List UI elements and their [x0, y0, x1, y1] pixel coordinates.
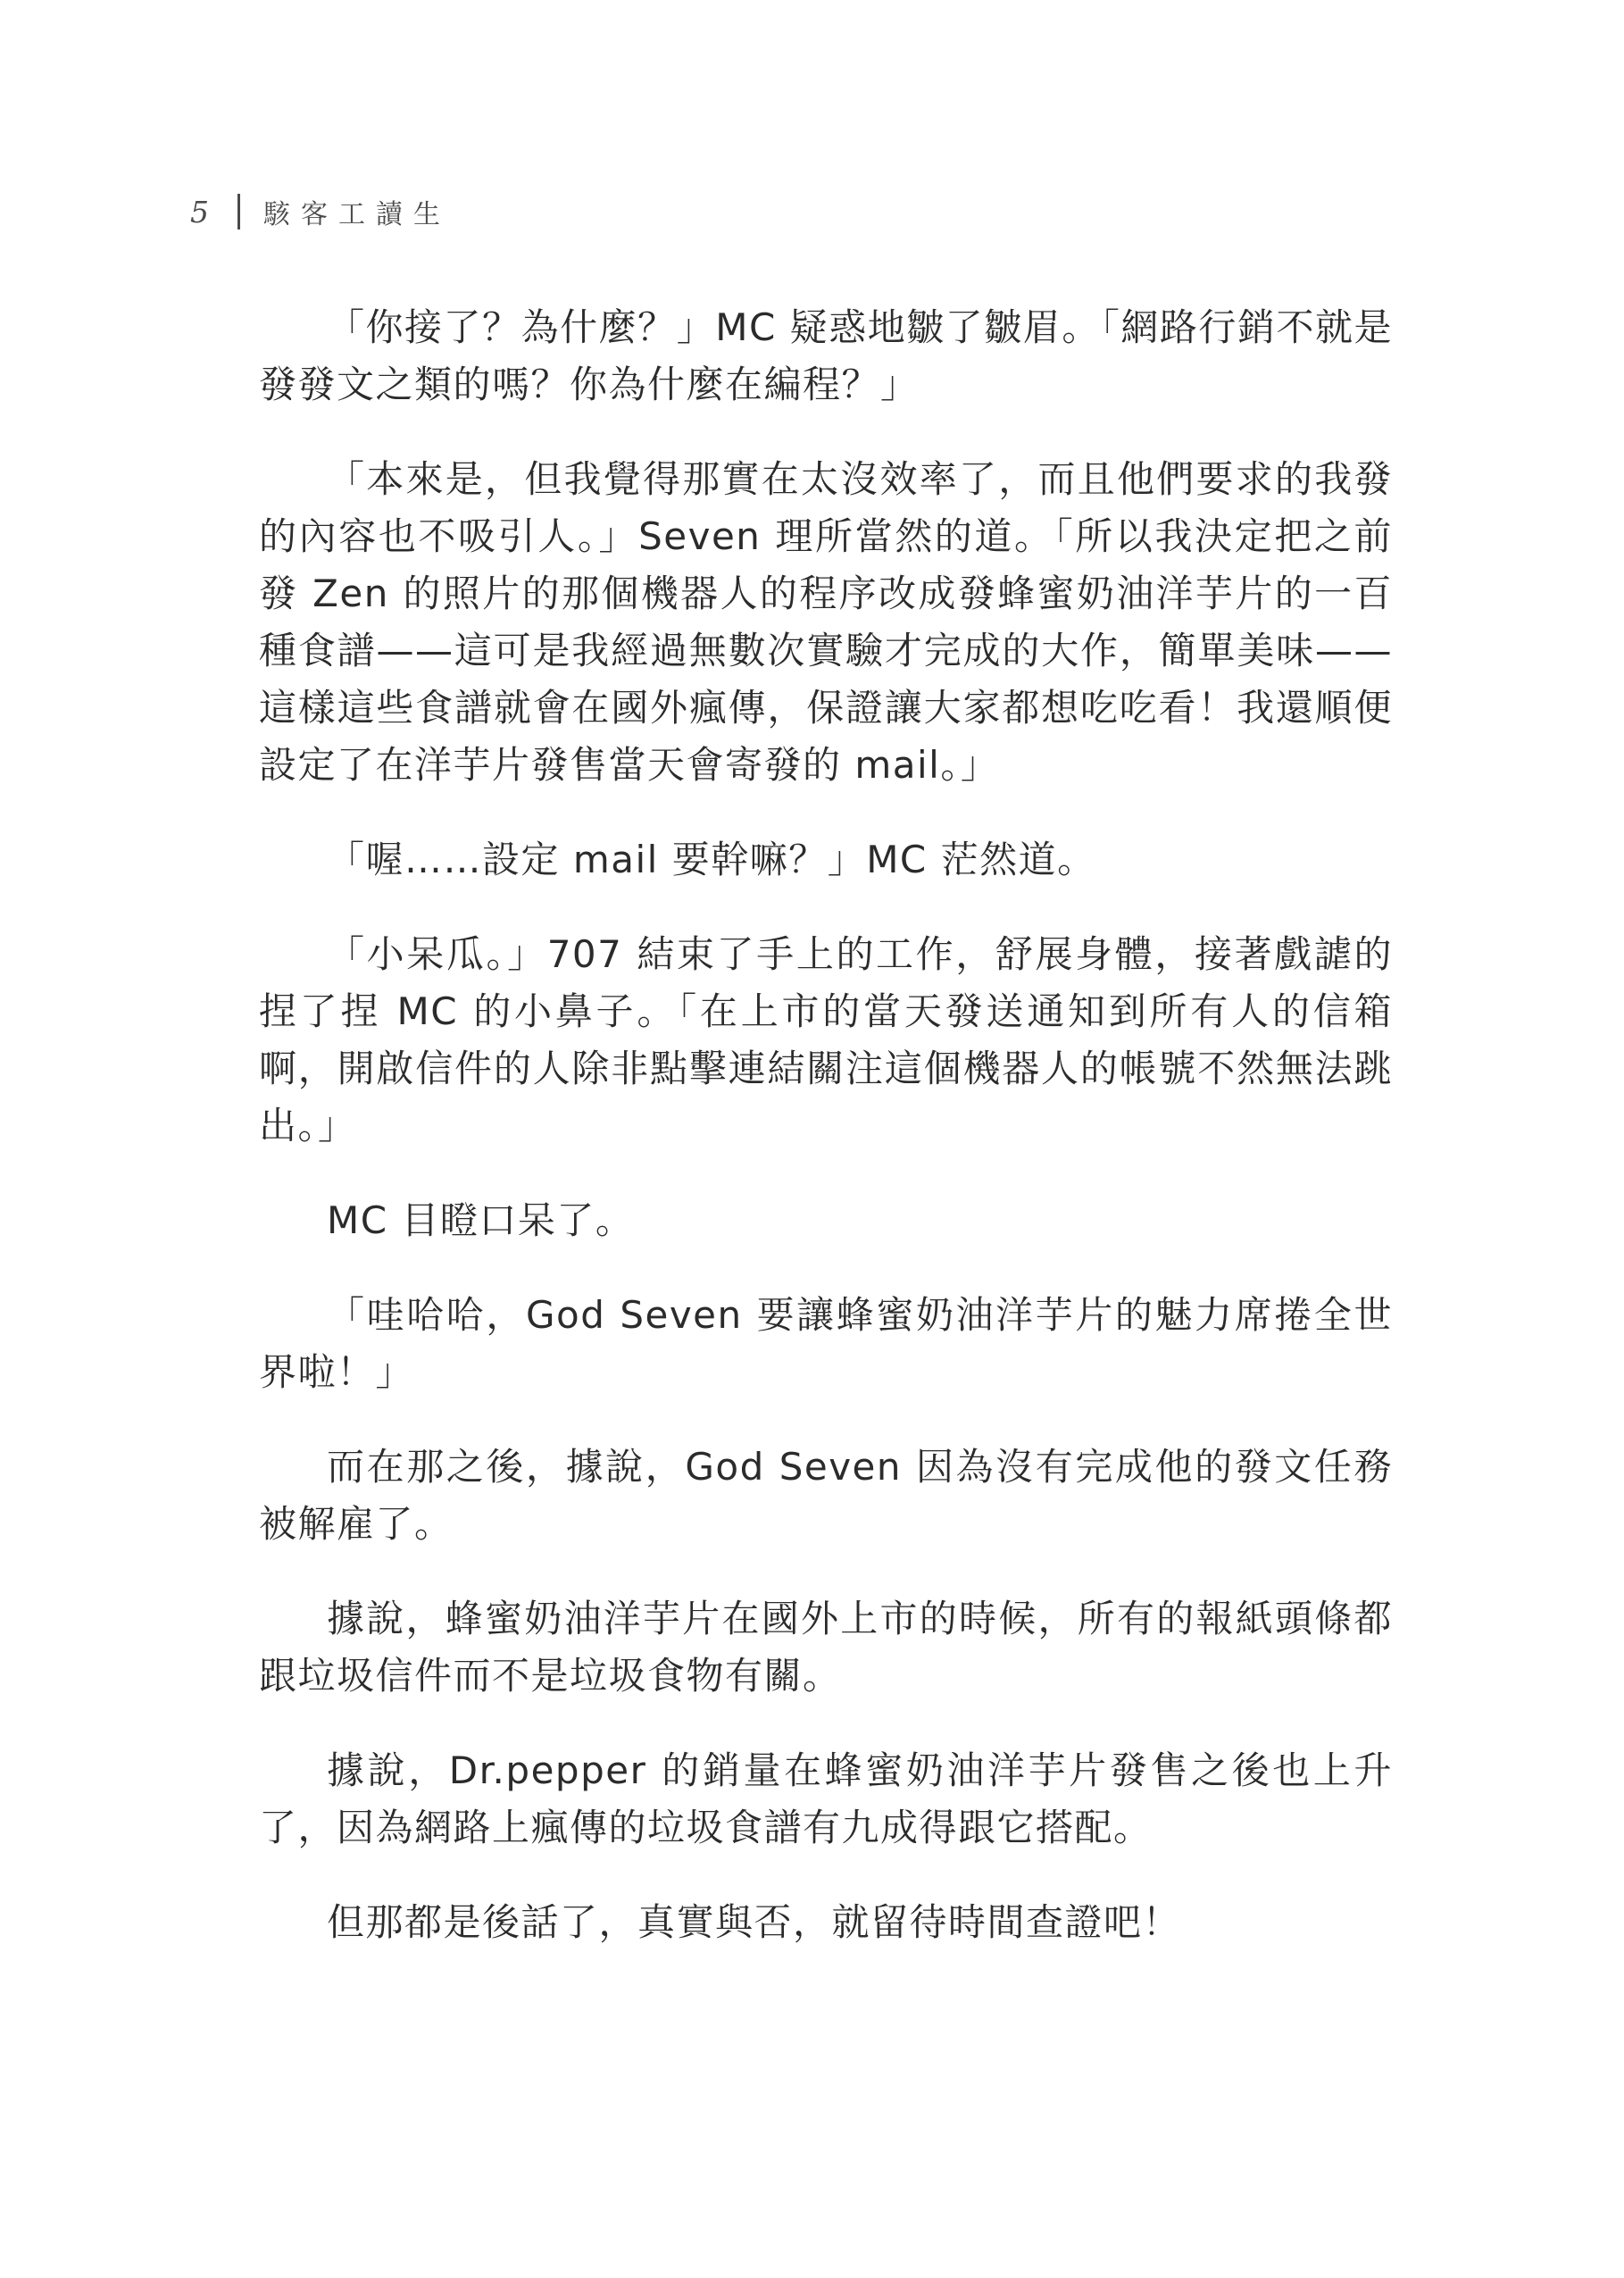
paragraph: 「本來是，但我覺得那實在太沒效率了，而且他們要求的我發的內容也不吸引人。」Seven 理所當然的道。「所以我決定把之前發 Zen 的照片的那個機器人的程序改成發蜂蜜奶油洋芋片的一百種食譜——這可是我經過無數次實驗才完成的大作，簡單美味——這樣這些食譜就會在國外瘋傳，保證讓大家都想吃吃看！我還順便設定了在洋芋片發售當天會寄發的 mail。」 — [259, 457, 1393, 787]
book-title: 駭客工讀生 — [263, 199, 451, 230]
paragraph: 「小呆瓜。」707 結束了手上的工作，舒展身體，接著戲謔的捏了捏 MC 的小鼻子。「在上市的當天發送通知到所有人的信箱啊，開啟信件的人除非點擊連結關注這個機器人的帳號不然無法跳出。」 — [259, 932, 1393, 1147]
body-text — [259, 299, 1393, 1989]
paragraph: 「哇哈哈，God Seven 要讓蜂蜜奶油洋芋片的魅力席捲全世界啦！」 — [259, 1293, 1393, 1394]
paragraph: 但那都是後話了，真實與否，就留待時間查證吧！ — [327, 1900, 1182, 1944]
paragraph: 據說，蜂蜜奶油洋芋片在國外上市的時候，所有的報紙頭條都跟垃圾信件而不是垃圾食物有關。 — [259, 1597, 1393, 1698]
paragraph: MC 目瞪口呆了。 — [327, 1198, 635, 1242]
paragraph: 而在那之後，據說，God Seven 因為沒有完成他的發文任務被解雇了。 — [259, 1445, 1393, 1546]
page-number: 5 — [190, 194, 211, 229]
paragraph: 「你接了？為什麼？」MC 疑惑地皺了皺眉。「網路行銷不就是發發文之類的嗎？你為什麼在編程？」 — [259, 305, 1393, 406]
paragraph: 據說，Dr.pepper 的銷量在蜂蜜奶油洋芋片發售之後也上升了，因為網路上瘋傳的垃圾食譜有九成得跟它搭配。 — [259, 1748, 1393, 1849]
running-header — [190, 189, 451, 234]
header-divider — [237, 194, 240, 229]
paragraph: 「喔……設定 mail 要幹嘛？」MC 茫然道。 — [327, 838, 1096, 881]
